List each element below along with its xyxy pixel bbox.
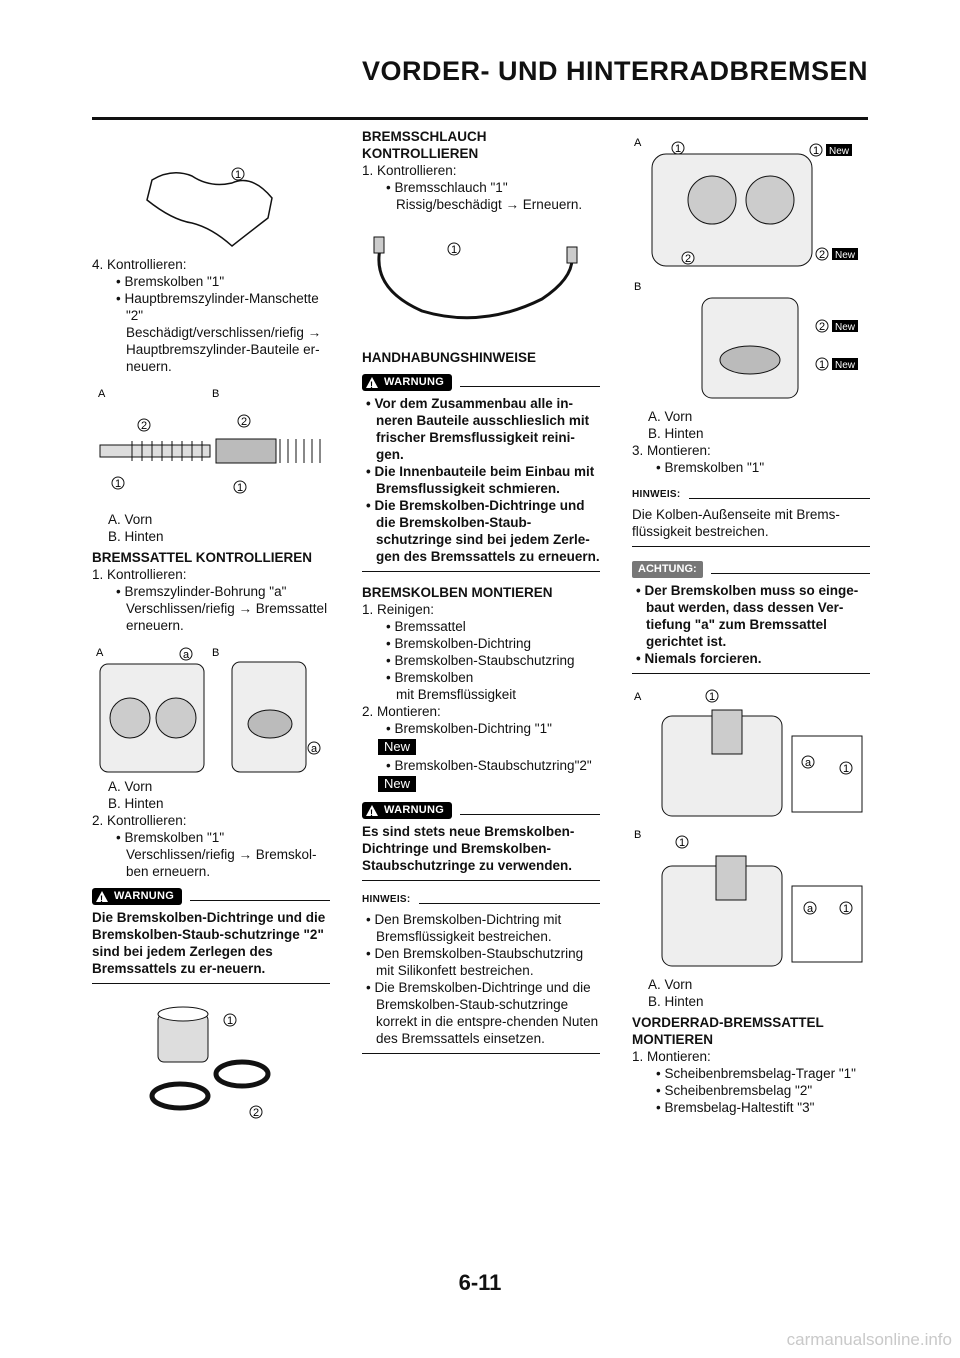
note-item: • Den Bremskolben-Staubschutzring mit Silikonfett bestreichen. [366,946,584,978]
callout-2: 2 [241,416,248,428]
list-item: • Bremskolben-Dichtring [386,636,532,651]
callout-1: 1 [451,244,458,256]
figure-tool [92,128,330,256]
callout-1: 1 [115,478,122,490]
warning-icon [96,891,108,902]
callout-1: 1 [843,903,850,915]
warning-header [362,374,600,391]
warning-box [362,819,600,881]
list-item: • Bremsbelag-Haltestift "3" [656,1100,815,1115]
list-item: • Bremszylinder-Bohrung "a" [116,584,287,599]
caption: B. Hinten [648,994,704,1009]
callout-1: 1 [813,145,820,157]
header-rule [92,117,868,120]
note-item: • Den Bremskolben-Dichtring mit Bremsflüssigkeit bestreichen. [366,912,562,944]
warning-header [92,888,330,905]
callout-1: 1 [237,482,244,494]
step-1: 1. Montieren: [632,1049,711,1064]
callout-1: 1 [235,169,242,181]
callout-a: a [311,743,318,755]
hinweis-header [632,486,870,503]
warning-label: WARNUNG [114,890,175,902]
new-badge: New [378,776,416,792]
achtung-header [632,561,870,578]
new-badge: New [835,322,856,333]
note-item: • Die Bremskolben-Dichtringe und die Bremskolben-Staub-schutzringe korrekt in die entspre-chenden Nuten des Bremssattels einsetzen. [366,980,599,1046]
callout-a: a [805,757,812,769]
figure-piston-cups [92,383,330,511]
callout-1: 1 [679,837,686,849]
caption: A. Vorn [648,977,693,992]
column-1 [92,128,330,1130]
warning-box [92,905,330,984]
column-3 [632,128,870,1116]
step-result: Rissig/beschädigt → Erneuern. [396,197,583,212]
list-item: • Bremskolben-Dichtring "1" [386,721,552,736]
piston-seals-illustration [92,1000,330,1130]
step-3: 3. Montieren: [632,443,711,458]
warning-badge [92,888,182,905]
caption: B. Hinten [108,529,164,544]
warning-header [362,802,600,819]
callout-2: 2 [819,321,826,333]
list-item: • Bremssattel [386,619,466,634]
warning-item: • Die Bremskolben-Dichtringe und die Bremskolben-Staub-schutzringe sind bei jedem Zerle-gen des Bremssattels zu erneuern. [366,498,600,564]
note-text: Die Kolben-Außenseite mit Brems-flüssigkeit bestreichen. [632,507,840,539]
caliper-new-seals-illustration [632,128,870,408]
warning-badge [362,374,452,391]
list-item: • Bremsschlauch "1" [386,180,508,195]
piston-cups-illustration [92,383,330,511]
list-item: • Bremskolben "1" [116,274,225,289]
step-result: Verschlissen/riefig → Bremskol-ben erneuern. [126,847,317,879]
caption: B. Hinten [108,796,164,811]
hinweis-label: HINWEIS: [632,489,681,500]
warning-icon [366,805,378,816]
callout-2: 2 [141,420,148,432]
page-title: VORDER- UND HINTERRADBREMSEN [361,56,868,86]
step-2: 2. Montieren: [362,704,441,719]
divider [460,806,600,815]
callout-a: a [807,903,814,915]
divider [460,378,600,387]
step-2: 2. Kontrollieren: [92,813,187,828]
figure-caliper-new-seals [632,128,870,408]
watermark: carmanualsonline.info [786,1330,952,1349]
warning-item: • Vor dem Zusammenbau alle in-neren Bauteile ausschlieslich mit frischer Bremsflussigkeit reini-gen. [366,396,590,462]
caption: B. Hinten [648,426,704,441]
caption: A. Vorn [648,409,693,424]
achtung-box [632,578,870,674]
divider [190,892,330,901]
list-note: mit Bremsflüssigkeit [396,687,517,702]
callout-1: 1 [709,691,716,703]
column-2 [362,128,600,1054]
hinweis-box [632,503,870,547]
list-item: • Scheibenbremsbelag "2" [656,1083,813,1098]
section-heading: HANDHABUNGSHINWEISE [362,350,537,365]
callout-a: a [183,649,190,661]
list-item: • Bremskolben-Staubschutzring [386,653,575,668]
warning-label: WARNUNG [384,804,445,816]
callout-1: 1 [675,143,682,155]
new-badge: New [378,739,416,755]
new-badge: New [835,360,856,371]
figure-piston-seals [92,1000,330,1130]
callout-1: 1 [227,1015,234,1027]
figure-piston-install [632,686,870,976]
caliper-bore-illustration [92,642,330,778]
label-a: A [96,647,104,659]
callout-2: 2 [253,1107,260,1119]
step-result: Beschädigt/verschlissen/riefig → Hauptbremszylinder-Bauteile er-neuern. [126,325,322,374]
figure-brake-hose [362,219,600,345]
label-a: A [98,388,106,400]
callout-2: 2 [819,249,826,261]
tool-illustration [92,128,330,256]
section-heading: VORDERRAD-BREMSSATTEL MONTIEREN [632,1015,824,1047]
warning-badge [362,802,452,819]
list-item: • Bremskolben-Staubschutzring"2" [386,758,592,773]
section-heading: BREMSKOLBEN MONTIEREN [362,585,553,600]
step-1: 1. Reinigen: [362,602,435,617]
step-1: 1. Kontrollieren: [362,163,457,178]
label-b: B [212,647,220,659]
list-item: • Hauptbremszylinder-Manschette "2" [116,291,319,323]
step-4: 4. Kontrollieren: [92,257,187,272]
list-item: • Bremskolben "1" [116,830,225,845]
list-item: • Bremskolben "1" [656,460,765,475]
figure-caliper-bore [92,642,330,778]
divider [711,565,870,574]
divider [689,490,870,499]
piston-install-illustration [632,686,870,976]
warning-text: Es sind stets neue Bremskolben-Dichtringe und Bremskolben-Staubschutzringe zu verwenden. [362,824,575,873]
hinweis-box [362,908,600,1054]
new-badge: New [829,146,850,157]
hinweis-header [362,891,600,908]
label-b: B [634,281,642,293]
warning-label: WARNUNG [384,376,445,388]
divider [419,895,600,904]
warning-icon [366,377,378,388]
section-heading: BREMSSATTEL KONTROLLIEREN [92,550,313,565]
step-result: Verschlissen/riefig → Bremssattel erneuern. [126,601,328,633]
brake-hose-illustration [362,219,600,345]
caption: A. Vorn [108,779,153,794]
warning-item: • Die Innenbauteile beim Einbau mit Bremsflussigkeit schmieren. [366,464,595,496]
achtung-badge: ACHTUNG: [632,561,703,578]
list-item: • Scheibenbremsbelag-Trager "1" [656,1066,856,1081]
hinweis-label: HINWEIS: [362,894,411,905]
caution-item: • Niemals forcieren. [636,651,762,666]
page-number: 6-11 [458,1270,502,1295]
callout-2: 2 [685,253,692,265]
step-1: 1. Kontrollieren: [92,567,187,582]
callout-1: 1 [843,763,850,775]
section-heading: BREMSSCHLAUCH KONTROLLIEREN [362,129,487,161]
caption: A. Vorn [108,512,153,527]
list-item: • Bremskolben [386,670,474,685]
callout-1: 1 [819,359,826,371]
label-a: A [634,691,642,703]
label-b: B [634,829,642,841]
warning-text: Die Bremskolben-Dichtringe und die Bremskolben-Staub-schutzringe "2" sind bei jedem Zerlegen des Bremssattels zu er-neuern. [92,910,326,976]
caution-item: • Der Bremskolben muss so einge-baut werden, dass dessen Ver-tiefung "a" zum Bremssattel gerichtet ist. [636,583,859,649]
new-badge: New [835,250,856,261]
label-b: B [212,388,220,400]
warning-box [362,391,600,572]
label-a: A [634,137,642,149]
